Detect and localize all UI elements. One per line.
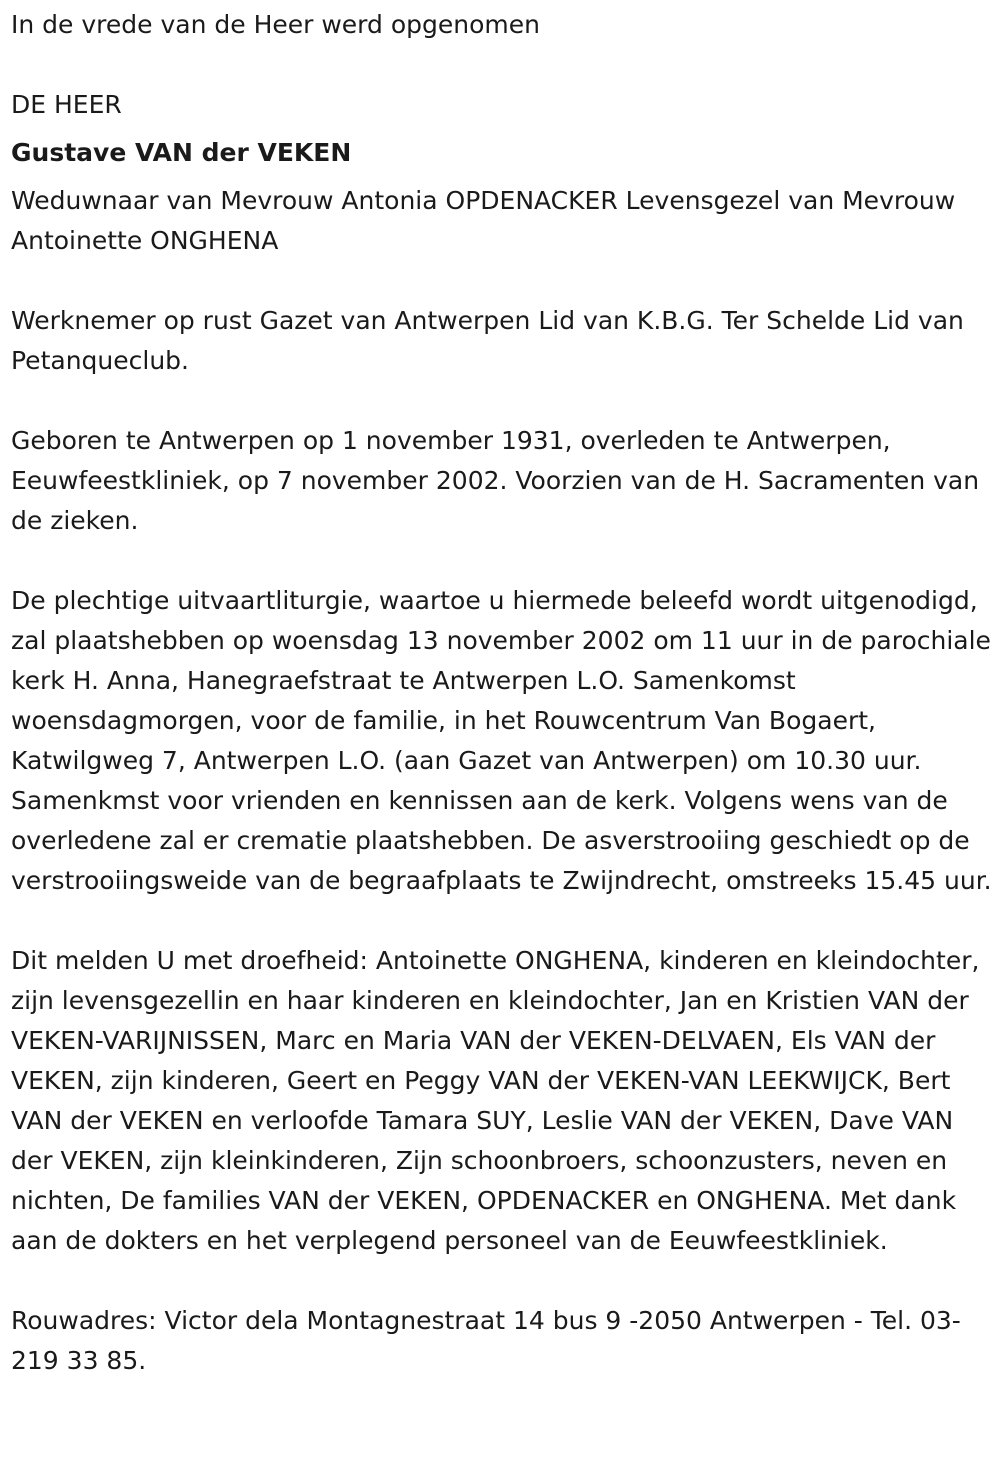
deceased-name: Gustave VAN der VEKEN (11, 138, 352, 167)
obituary-notice (11, 0, 993, 1381)
spacer (11, 45, 993, 85)
funeral-text: De plechtige uitvaartliturgie, waartoe u hiermede beleefd wordt uitgenodigd, zal plaatshebben op woensdag 13 november 2002 om 11 uur in de parochiale kerk H. Anna, Hanegraefstraat te Antwerpen L.O. Samenkomst woensdagmorgen, voor de familie, in het Rouwcentrum Van Bogaert, Katwilgweg 7, Antwerpen L.O. (aan Gazet van Antwerpen) om 10.30 uur. Samenkmst voor vrienden en kennissen aan de kerk. Volgens wens van de overledene zal er crematie plaatshebben. De asverstrooiing geschiedt op de verstrooiingsweide van de begraafplaats te Zwijndrecht, omstreeks 15.45 uur. (11, 586, 992, 895)
spacer (11, 261, 993, 301)
spacer (11, 901, 993, 941)
mourners-text: Dit melden U met droefheid: Antoinette ONGHENA, kinderen en kleindochter, zijn levensgezellin en haar kinderen en kleindochter, Jan en Kristien VAN der VEKEN-VARIJNISSEN, Marc en Maria VAN der VEKEN-DELVAEN, Els VAN der VEKEN, zijn kinderen, Geert en Peggy VAN der VEKEN-VAN LEEKWIJCK, Bert VAN der VEKEN en verloofde Tamara SUY, Leslie VAN der VEKEN, Dave VAN der VEKEN, zijn kleinkinderen, Zijn schoonbroers, schoonzusters, neven en nichten, De families VAN der VEKEN, OPDENACKER en ONGHENA. Met dank aan de dokters en het verplegend personeel van de Eeuwfeestkliniek. (11, 946, 980, 1255)
birth-death-text: Geboren te Antwerpen op 1 november 1931, overleden te Antwerpen, Eeuwfeestkliniek, op 7 november 2002. Voorzien van de H. Sacramenten van de zieken. (11, 426, 980, 535)
relation-text: Weduwnaar van Mevrouw Antonia OPDENACKER Levensgezel van Mevrouw Antoinette ONGHENA (11, 186, 956, 255)
intro-text: In de vrede van de Heer werd opgenomen (11, 10, 540, 39)
occupation-text: Werknemer op rust Gazet van Antwerpen Lid van K.B.G. Ter Schelde Lid van Petanqueclub. (11, 306, 964, 375)
spacer (11, 381, 993, 421)
address-text: Rouwadres: Victor dela Montagnestraat 14 bus 9 -2050 Antwerpen - Tel. 03-219 33 85. (11, 1306, 961, 1375)
honorific-title: DE HEER (11, 90, 122, 119)
spacer (11, 1261, 993, 1301)
spacer (11, 541, 993, 581)
